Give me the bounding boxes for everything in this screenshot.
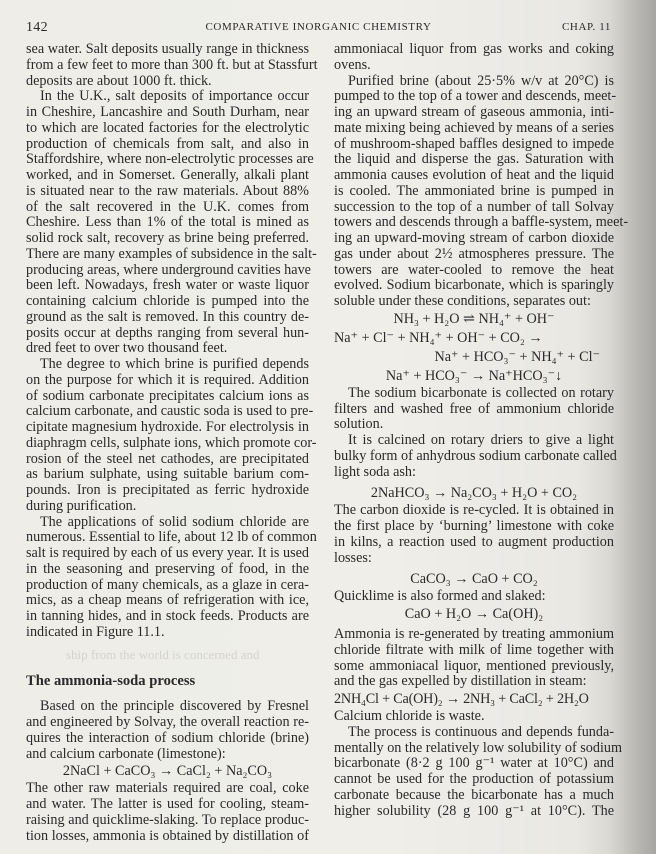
paragraph	[334, 589, 614, 605]
text-line: It is calcined on rotary driers to give a light	[348, 432, 614, 448]
equation: CaO + H₂O → Ca(OH)₂	[404, 606, 544, 622]
paragraph	[334, 432, 617, 480]
text-line: quires the interaction of sodium chloride (brine)	[26, 729, 309, 746]
text-line: There are many examples of subsidence in the salt-	[26, 245, 317, 262]
text-line: pounds. Iron is precipitated as ferric hydroxide	[26, 482, 309, 498]
right-column	[334, 41, 629, 819]
running-header	[26, 20, 611, 38]
text-line: the liquid and disperse the gas. Saturation with	[334, 151, 614, 168]
text-line: in kilns, a reaction used to augment production	[334, 533, 614, 550]
text-line: light soda ash:	[334, 463, 416, 480]
text-line: and water. The latter is used for cooling, steam-	[26, 796, 309, 812]
paragraph	[26, 699, 309, 762]
text-line: in Cheshire, Lancashire and South Durham, near	[26, 104, 309, 120]
text-line: from a few feet to more than 300 ft. but at Stassfurt	[26, 56, 318, 73]
equation: 2NaCl + CaCO₃ → CaCl₂ + Na₂CO₃	[62, 763, 273, 780]
text-line: losses:	[334, 549, 372, 566]
text-line: Staffordshire, where non-electrolytic processes are	[26, 151, 314, 168]
text-line: and the gas expelled by distillation in steam:	[334, 673, 587, 690]
chapter-label: CHAP. 11	[561, 21, 611, 33]
text-line: and engineered by Solvay, the overall reaction re-	[26, 714, 309, 730]
paragraph	[334, 42, 614, 74]
text-line: The applications of solid sodium chloride are	[40, 513, 309, 530]
page-number: 142	[26, 20, 48, 35]
text-line: gas under about 2½ atmospheres pressure. The	[334, 245, 614, 262]
text-line: dred feet to over two thousand feet.	[26, 340, 228, 357]
text-line: some ammoniacal liquor, mentioned previously,	[334, 657, 614, 674]
text-line: of the salt recovered in the U.K. comes from	[26, 198, 309, 215]
text-line: solution.	[334, 416, 384, 433]
text-line: of sodium carbonate precipitates calcium ions as	[26, 387, 309, 404]
text-line: towers are water-cooled to remove the heat	[334, 261, 614, 278]
equation: NH₃ + H₂O ⇌ NH₄⁺ + OH⁻	[393, 310, 555, 327]
text-line: in tanning hides, and in stock feeds. Products are	[26, 608, 309, 624]
text-line: bicarbonate (8·2 g 100 g⁻¹ water at 10°C) and	[334, 755, 614, 772]
text-line: pumped to the top of a tower and descends, meet-	[334, 88, 617, 105]
text-line: solid rock salt, recovery as brine being preferred.	[26, 230, 309, 246]
text-line: Quicklime is also formed and slaked:	[334, 588, 546, 605]
bleed-through-text: ship from the world is concerned and	[66, 646, 260, 662]
text-line: Purified brine (about 25·5% w/v at 20°C) is	[348, 72, 614, 89]
paragraph	[334, 709, 614, 725]
text-line: production of chemicals from salt, and also in	[26, 135, 309, 152]
text-line: mate mixing being achieved by means of a series	[334, 119, 614, 136]
text-line: The other raw materials required are coal, coke	[26, 780, 309, 797]
text-line: Based on the principle discovered by Fresnel	[40, 698, 309, 715]
text-line: production of many chemicals, as a glaze in cera-	[26, 576, 309, 593]
text-line: In the U.K., salt deposits of importance occur	[40, 88, 309, 105]
text-line: sea water. Salt deposits usually range in thickness	[26, 41, 309, 57]
text-line: indicated in Figure 11.1.	[26, 623, 165, 640]
section-heading: The ammonia-soda process	[26, 673, 196, 690]
text-line: is cooled. The ammoniated brine is pumped in	[334, 182, 614, 199]
paragraph	[334, 72, 629, 310]
running-title: COMPARATIVE INORGANIC CHEMISTRY	[205, 21, 432, 33]
text-line: worked, and in Somerset. Generally, alkali plant	[26, 167, 309, 183]
text-line: is situated near to the raw materials. About 88%	[26, 182, 309, 199]
text-line: deposits are about 1000 ft. thick.	[26, 72, 212, 89]
text-line: succession to the top of a number of tall Solvay	[334, 198, 614, 215]
equation: 2NH₄Cl + Ca(OH)₂ → 2NH₃ + CaCl₂ + 2H₂O	[334, 691, 589, 707]
equation: 2NaHCO₃ → Na₂CO₃ + H₂O + CO₂	[370, 485, 578, 502]
text-line: mentally on the relatively low solubility of sodium	[334, 739, 623, 756]
text-line: the first place by ‘burning’ limestone with coke	[334, 518, 614, 534]
text-line: tion losses, ammonia is obtained by distillation of	[26, 827, 309, 844]
text-line: been left. Nowadays, fresh water or waste liquor	[26, 277, 309, 294]
text-line: carbonate because the bicarbonate has a much	[334, 786, 614, 803]
paragraph	[334, 723, 623, 820]
equation: Na⁺ + HCO₃⁻ → Na⁺HCO₃⁻↓	[385, 367, 563, 384]
text-line: as barium sulphate, using suitable barium com-	[26, 466, 309, 483]
text-line: mics, as a cheap means of refrigeration with ice,	[26, 592, 309, 609]
text-line: salt is required by each of us every year. It is used	[26, 545, 309, 561]
paragraph	[334, 503, 614, 566]
text-line: evolved. Sodium bicarbonate, which is sparingly	[334, 277, 614, 294]
text-line: bulky form of anhydrous sodium carbonate called	[334, 447, 617, 464]
paragraph	[26, 356, 317, 515]
text-line: ovens.	[334, 56, 371, 73]
text-line: in the seasoning and preserving of food, in the	[26, 560, 309, 577]
text-line: The degree to which brine is purified depends	[40, 356, 309, 372]
equation: CaCO₃ → CaO + CO₂	[410, 571, 538, 588]
text-line: containing calcium chloride is pumped into the	[26, 293, 309, 309]
equation: Na⁺ + HCO₃⁻ + NH₄⁺ + Cl⁻	[434, 348, 600, 365]
text-line: posits occur at depths ranging from several hun-	[26, 324, 309, 341]
text-line: on the purpose for which it is required. Addition	[26, 371, 309, 388]
text-line: Calcium chloride is waste.	[334, 708, 485, 724]
text-line: diaphragm cells, sulphate ions, which promote cor-	[26, 434, 317, 451]
text-line: towers and descends through a baffle-system, meet-	[334, 214, 629, 231]
text-line: ammonia causes evolution of heat and the liquid	[334, 167, 614, 183]
text-line: Cheshire. Less than 1% of the total is mined as	[26, 214, 309, 231]
text-line: numerous. Essential to life, about 12 lb of common	[26, 529, 317, 546]
text-line: ammoniacal liquor from gas works and coking	[334, 41, 614, 57]
text-line: and calcium carbonate (limestone):	[26, 745, 226, 762]
paragraph	[26, 781, 309, 844]
text-line: filters and washed free of ammonium chloride	[334, 400, 614, 417]
paragraph	[334, 627, 614, 690]
text-line: Ammonia is re-generated by treating ammonium	[334, 626, 614, 642]
text-line: during purification.	[26, 497, 137, 514]
paragraph	[26, 88, 317, 357]
paragraph	[26, 41, 318, 89]
equation: Na⁺ + Cl⁻ + NH₄⁺ + OH⁻ + CO₂ →	[334, 329, 543, 346]
text-line: to which are located factories for the electrolytic	[26, 119, 309, 136]
text-line: calcium carbonate, and caustic soda is used to pre-	[26, 403, 314, 420]
text-line: of mushroom-shaped baffles designed to impede	[334, 135, 614, 152]
paragraph	[334, 386, 614, 433]
text-line: higher solubility (28 g 100 g⁻¹ at 10°C). The	[334, 802, 614, 819]
text-line: raising and quicklime-slaking. To replace produc-	[26, 811, 309, 828]
text-line: producing areas, where underground cavities have	[26, 261, 311, 278]
text-line: The process is continuous and depends funda-	[348, 723, 614, 740]
text-line: soluble under these conditions, separates out:	[334, 293, 591, 309]
text-line: chloride filtrate with milk of lime together with	[334, 641, 614, 658]
text-line: The carbon dioxide is re-cycled. It is obtained in	[334, 502, 614, 519]
text-line: ground as the salt is removed. In this country de-	[26, 308, 309, 325]
left-column	[26, 41, 318, 844]
text-line: The sodium bicarbonate is collected on rotary	[348, 384, 614, 401]
spacer	[26, 662, 309, 672]
text-line: ing an upward-moving stream of carbon dioxide	[334, 230, 614, 246]
text-line: rosion of the steel net cathodes, are precipitated	[26, 450, 309, 467]
text-line: cannot be used for the production of potassium	[334, 771, 614, 787]
text-line: ing an upward stream of gaseous ammonia, inti-	[334, 104, 614, 120]
text-line: cipitate magnesium hydroxide. For electrolysis in	[26, 419, 309, 435]
paragraph	[26, 513, 317, 641]
